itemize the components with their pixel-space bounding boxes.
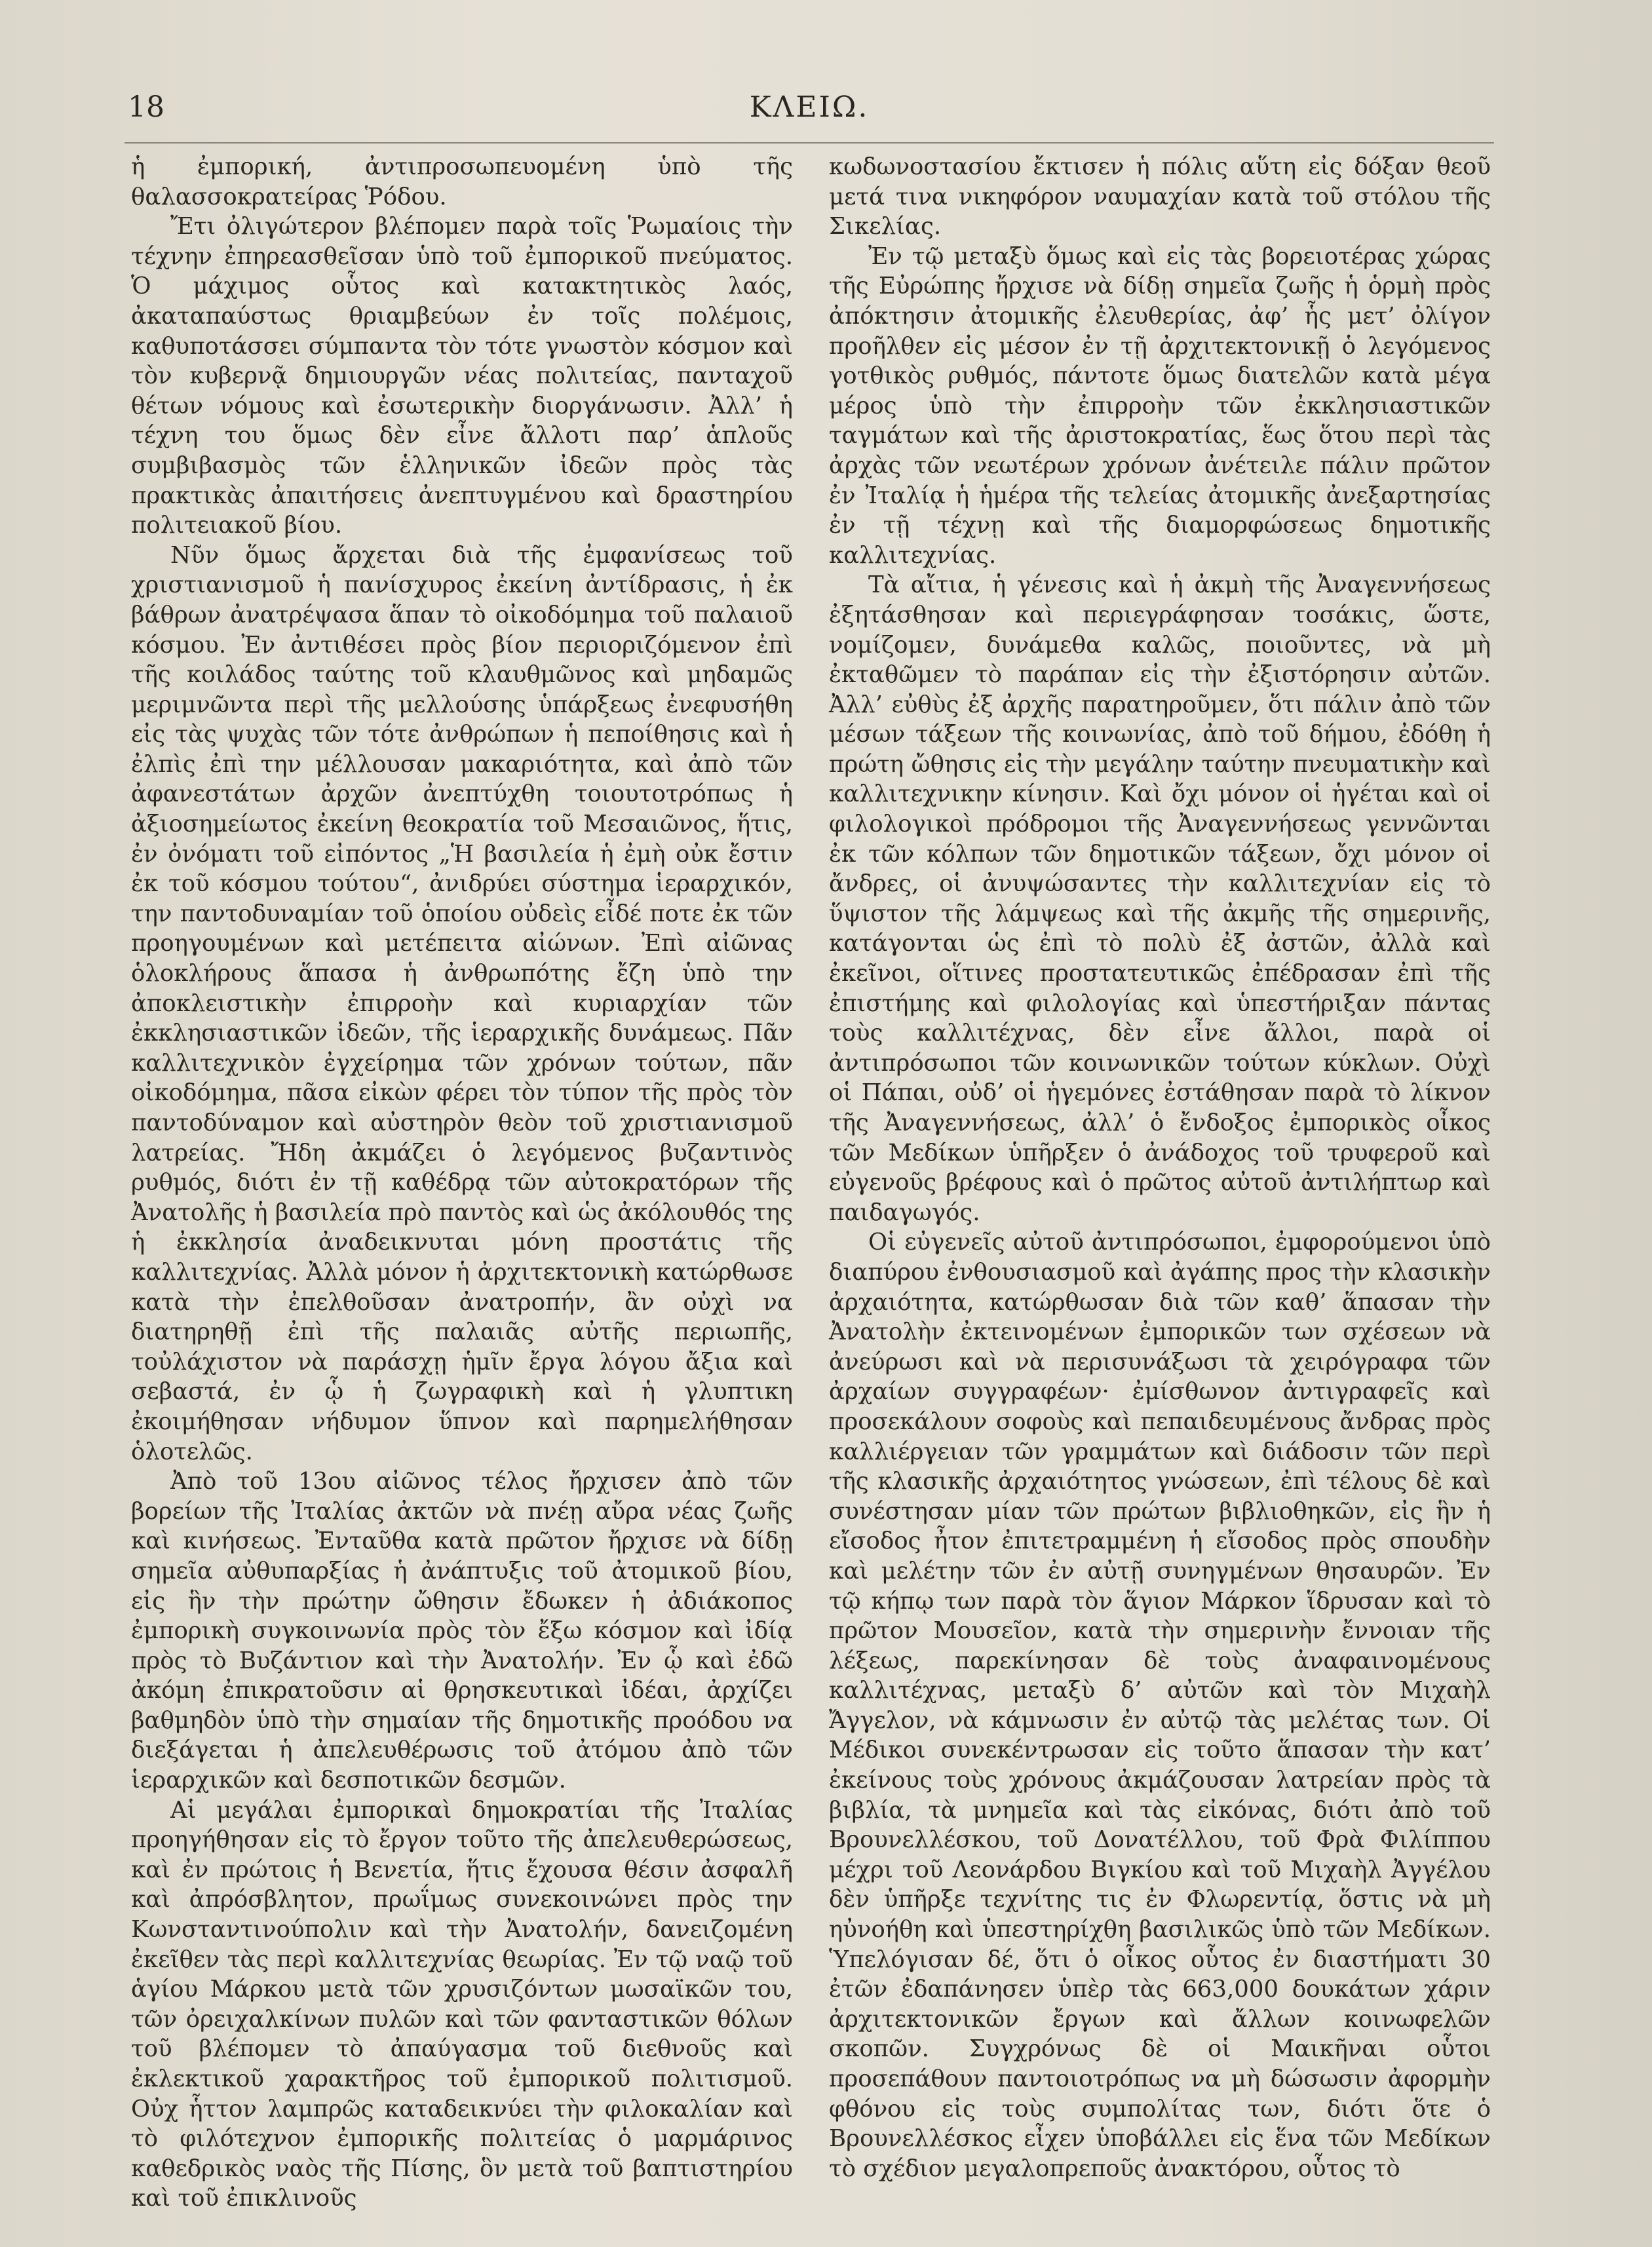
paragraph: ἡ ἐμπορική, ἀντιπροσωπευομένη ὑπὸ τῆς θαλασσοκρατείρας Ῥόδου. (131, 153, 793, 210)
paragraph: κωδωνοστασίου ἔκτισεν ἡ πόλις αὕτη εἰς δόξαν θεοῦ μετά τινα νικηφόρον ναυμαχίαν κατὰ τοῦ στόλου τῆς Σικελίας. (829, 153, 1491, 240)
paragraph: Ἐν τῷ μεταξὺ ὅμως καὶ εἰς τὰς βορειοτέρας χώρας τῆς Εὐρώπης ἤρχισε νὰ δίδῃ σημεῖα ζωῆς ἡ ὁρμὴ πρὸς ἀπόκτησιν ἀτομικῆς ἐλευθερίας, ἀφ’ ἧς μετ’ ὀλίγον προῆλθεν εἰς μέσον ἐν τῇ ἀρχιτεκτονικῇ ὁ λεγόμενος γοτθικὸς ρυθμός, πάντοτε ὅμως διατελῶν κατὰ μέγα μέρος ὑπὸ τὴν ἐπιρροὴν τῶν ἐκκλησιαστικῶν ταγμάτων καὶ τῆς ἀριστοκρατίας, ἕως ὅτου περὶ τὰς ἀρχὰς τῶν νεωτέρων χρόνων ἀνέτειλε πάλιν πρῶτον ἐν Ἰταλίᾳ ἡ ἡμέρα τῆς τελείας ἀτομικῆς ἀνεξαρτησίας ἐν τῇ τέχνῃ καὶ τῆς διαμορφώσεως δημοτικῆς καλλιτεχνίας. (829, 242, 1491, 569)
page-number: 18 (128, 90, 164, 124)
paragraph: Αἱ μεγάλαι ἐμπορικαὶ δημοκρατίαι τῆς Ἰταλίας προηγήθησαν εἰς τὸ ἔργον τοῦτο τῆς ἀπελευθερώσεως, καὶ ἐν πρώτοις ἡ Βενετία, ἥτις ἔχουσα θέσιν ἀσφαλῆ καὶ ἀπρόσβλητον, πρωΐμως συνεκοινώνει πρὸς την Κωνσταντινούπολιν καὶ τὴν Ἀνατολήν, δανειζομένη ἐκεῖθεν τὰς περὶ καλλιτεχνίας θεωρίας. Ἐν τῷ ναῷ τοῦ ἁγίου Μάρκου μετὰ τῶν χρυσιζόντων μωσαϊκῶν του, τῶν ὀρειχαλκίνων πυλῶν καὶ τῶν φανταστικῶν θόλων τοῦ βλέπομεν τὸ ἀπαύγασμα τοῦ διεθνοῦς καὶ ἐκλεκτικοῦ χαρακτῆρος τοῦ ἐμπορικοῦ πολιτισμοῦ. Οὐχ ἧττον λαμπρῶς καταδεικνύει τὴν φιλοκαλίαν καὶ τὸ φιλότεχνον ἐμπορικῆς πολιτείας ὁ μαρμάρινος καθεδρικὸς ναὸς τῆς Πίσης, ὃν μετὰ τοῦ βαπτιστηρίου καὶ τοῦ ἐπικλινοῦς (131, 1796, 793, 2212)
paragraph: Ἀπὸ τοῦ 13ου αἰῶνος τέλος ἤρχισεν ἀπὸ τῶν βορείων τῆς Ἰταλίας ἀκτῶν νὰ πνέῃ αὔρα νέας ζωῆς καὶ κινήσεως. Ἐνταῦθα κατὰ πρῶτον ἤρχισε νὰ δίδῃ σημεῖα αὐθυπαρξίας ἡ ἀνάπτυξις τοῦ ἀτομικοῦ βίου, εἰς ἣν τὴν πρώτην ὤθησιν ἔδωκεν ἡ ἀδιάκοπος ἐμπορικὴ συγκοινωνία πρὸς τὸν ἔξω κόσμον καὶ ἰδίᾳ πρὸς τὸ Βυζάντιον καὶ τὴν Ἀνατολήν. Ἐν ᾧ καὶ ἐδῶ ἀκόμη ἐπικρατοῦσιν αἱ θρησκευτικαὶ ἰδέαι, ἀρχίζει βαθμηδὸν ὑπὸ τὴν σημαίαν τῆς δημοτικῆς προόδου να διεξάγεται ἡ ἀπελευθέρωσις τοῦ ἀτόμου ἀπὸ τῶν ἱεραρχικῶν καὶ δεσποτικῶν δεσμῶν. (131, 1468, 793, 1794)
paragraph: Νῦν ὅμως ἄρχεται διὰ τῆς ἐμφανίσεως τοῦ χριστιανισμοῦ ἡ πανίσχυρος ἐκείνη ἀντίδρασις, ἡ ἐκ βάθρων ἀνατρέψασα ἅπαν τὸ οἰκοδόμημα τοῦ παλαιοῦ κόσμου. Ἐν ἀντιθέσει πρὸς βίον περιοριζόμενον ἐπὶ τῆς κοιλάδος ταύτης τοῦ κλαυθμῶνος καὶ μηδαμῶς μεριμνῶντα περὶ τῆς μελλούσης ὑπάρξεως ἐνεφυσήθη εἰς τὰς ψυχὰς τῶν τότε ἀνθρώπων ἡ πεποίθησις καὶ ἡ ἐλπὶς ἐπὶ την μέλλουσαν μακαριότητα, καὶ ἀπὸ τῶν ἀφανεστάτων ἀρχῶν ἀνεπτύχθη τοιουτοτρόπως ἡ ἀξιοσημείωτος ἐκείνη θεοκρατία τοῦ Μεσαιῶνος, ἥτις, ἐν ὀνόματι τοῦ εἰπόντος „Ἡ βασιλεία ἡ ἐμὴ οὐκ ἔστιν ἐκ τοῦ κόσμου τούτου“, ἀνιδρύει σύστημα ἱεραρχικόν, την παντοδυναμίαν τοῦ ὁποίου οὐδεὶς εἶδέ ποτε ἐκ τῶν προηγουμένων καὶ μετέπειτα αἰώνων. Ἐπὶ αἰῶνας ὁλοκλήρους ἅπασα ἡ ἀνθρωπότης ἔζη ὑπὸ την ἀποκλειστικὴν ἐπιρροὴν καὶ κυριαρχίαν τῶν ἐκκλησιαστικῶν ἰδεῶν, τῆς ἱεραρχικῆς δυνάμεως. Πᾶν καλλιτεχνικὸν ἐγχείρημα τῶν χρόνων τούτων, πᾶν οἰκοδόμημα, πᾶσα εἰκὼν φέρει τὸν τύπον τῆς πρὸς τὸν παντοδύναμον καὶ αὐστηρὸν θεὸν τοῦ χριστιανισμοῦ λατρείας. Ἤδη ἀκμάζει ὁ λεγόμενος βυζαντινὸς ρυθμός, διότι ἐν τῇ καθέδρᾳ τῶν αὐτοκρατόρων τῆς Ἀνατολῆς ἡ βασιλεία πρὸ παντὸς καὶ ὡς ἀκόλουθός της ἡ ἐκκλησία ἀναδεικνυται μόνη προστάτις τῆς καλλιτεχνίας. Ἀλλὰ μόνον ἡ ἀρχιτεκτονικὴ κατώρθωσε κατὰ τὴν ἐπελθοῦσαν ἀνατροπήν, ἂν οὐχὶ να διατηρηθῇ ἐπὶ τῆς παλαιᾶς αὐτῆς περιωπῆς, τοὐλάχιστον νὰ παράσχῃ ἡμῖν ἔργα λόγου ἄξια καὶ σεβαστά, ἐν ᾧ ἡ ζωγραφικὴ καὶ ἡ γλυπτικη ἐκοιμήθησαν νήδυμον ὕπνον καὶ παρημελήθησαν ὁλοτελῶς. (131, 541, 793, 1465)
right-column (829, 152, 1491, 2183)
paragraph: Οἱ εὐγενεῖς αὐτοῦ ἀντιπρόσωποι, ἐμφορούμενοι ὑπὸ διαπύρου ἐνθουσιασμοῦ καὶ ἀγάπης προς τὴν κλασικὴν ἀρχαιότητα, κατώρθωσαν διὰ τῶν καθ’ ἅπασαν τὴν Ἀνατολὴν ἐκτεινομένων ἐμπορικῶν των σχέσεων νὰ ἀνεύρωσι καὶ νὰ περισυνάξωσι τὰ χειρόγραφα τῶν ἀρχαίων συγγραφέων· ἐμίσθωνον ἀντιγραφεῖς καὶ προσεκάλουν σοφοὺς καὶ πεπαιδευμένους ἄνδρας πρὸς καλλιέργειαν τῶν γραμμάτων καὶ διάδοσιν τῶν περὶ τῆς κλασικῆς ἀρχαιότητος γνώσεων, ἐπὶ τέλους δὲ καὶ συνέστησαν μίαν τῶν πρώτων βιβλιοθηκῶν, εἰς ἣν ἡ εἴσοδος ἦτον ἐπιτετραμμένη ἡ εἴσοδος πρὸς σπουδὴν καὶ μελέτην τῶν ἐν αὐτῇ συνηγμένων θησαυρῶν. Ἐν τῷ κήπῳ των παρὰ τὸν ἅγιον Μάρκον ἵδρυσαν καὶ τὸ πρῶτον Μουσεῖον, κατὰ τὴν σημερινὴν ἔννοιαν τῆς λέξεως, παρεκίνησαν δὲ τοὺς ἀναφαινομένους καλλιτέχνας, μεταξὺ δ’ αὐτῶν καὶ τὸν Μιχαὴλ Ἄγγελον, νὰ κάμνωσιν ἐν αὐτῷ τὰς μελέτας των. Οἱ Μέδικοι συνεκέντρωσαν εἰς τοῦτο ἅπασαν τὴν κατ’ ἐκείνους τοὺς χρόνους ἀκμάζουσαν λατρείαν πρὸς τὰ βιβλία, τὰ μνημεῖα καὶ τὰς εἰκόνας, διότι ἀπὸ τοῦ Βρουνελλέσκου, τοῦ Δονατέλλου, τοῦ Φρὰ Φιλίππου μέχρι τοῦ Λεονάρδου Βιγκίου καὶ τοῦ Μιχαὴλ Ἀγγέλου δὲν ὑπῆρξε τεχνίτης τις ἐν Φλωρεντίᾳ, ὅστις νὰ μὴ ηὐνοήθη καὶ ὑπεστηρίχθη βασιλικῶς ὑπὸ τῶν Μεδίκων. Ὑπελόγισαν δέ, ὅτι ὁ οἶκος οὗτος ἐν διαστήματι 30 ἐτῶν ἐδαπάνησεν ὑπὲρ τὰς 663,000 δουκάτων χάριν ἀρχιτεκτονικῶν ἔργων καὶ ἄλλων κοινωφελῶν σκοπῶν. Συγχρόνως δὲ οἱ Μαικῆναι οὗτοι προσεπάθουν παντοιοτρόπως να μὴ δώσωσιν ἀφορμὴν φθόνου εἰς τοὺς συμπολίτας των, διότι ὅτε ὁ Βρουνελλέσκος εἶχεν ὑποβάλλει εἰς ἕνα τῶν Μεδίκων τὸ σχέδιον μεγαλοπρεποῦς ἀνακτόρου, οὗτος τὸ (829, 1229, 1491, 2182)
running-title: ΚΛΕΙΩ. (749, 90, 870, 124)
paragraph: Τὰ αἴτια, ἡ γένεσις καὶ ἡ ἀκμὴ τῆς Ἀναγεννήσεως ἐξητάσθησαν καὶ περιεγράφησαν τοσάκις, ὥστε, νομίζομεν, δυνάμεθα καλῶς, ποιοῦντες, νὰ μὴ ἐκταθῶμεν τὸ παράπαν εἰς τὴν ἐξιστόρησιν αὐτῶν. Ἀλλ’ εὐθὺς ἐξ ἀρχῆς παρατηροῦμεν, ὅτι πάλιν ἀπὸ τῶν μέσων τάξεων τῆς κοινωνίας, ἀπὸ τοῦ δήμου, ἐδόθη ἡ πρώτη ὤθησις εἰς τὴν μεγάλην ταύτην πνευματικὴν καὶ καλλιτεχνικην κίνησιν. Καὶ ὄχι μόνον οἱ ἡγέται καὶ οἱ φιλολογικοὶ πρόδρομοι τῆς Ἀναγεννήσεως γεννῶνται ἐκ τῶν κόλπων τῶν δημοτικῶν τάξεων, ὄχι μόνον οἱ ἄνδρες, οἱ ἀνυψώσαντες τὴν καλλιτεχνίαν εἰς τὸ ὕψιστον τῆς λάμψεως καὶ τῆς ἀκμῆς τῆς σημερινῆς, κατάγονται ὡς ἐπὶ τὸ πολὺ ἐξ ἀστῶν, ἀλλὰ καὶ ἐκεῖνοι, οἵτινες προστατευτικῶς ἐπέδρασαν ἐπὶ τῆς ἐπιστήμης καὶ φιλολογίας καὶ ὑπεστήριξαν πάντας τοὺς καλλιτέχνας, δὲν εἶνε ἄλλοι, παρὰ οἱ ἀντιπρόσωποι τῶν κοινωνικῶν τούτων κύκλων. Οὐχὶ οἱ Πάπαι, οὐδ’ οἱ ἡγεμόνες ἐστάθησαν παρὰ τὸ λίκνον τῆς Ἀναγεννήσεως, ἀλλ’ ὁ ἔνδοξος ἐμπορικὸς οἶκος τῶν Μεδίκων ὑπῆρξεν ὁ ἀνάδοχος τοῦ τρυφεροῦ καὶ εὐγενοῦς βρέφους καὶ ὁ πρῶτος αὐτοῦ ἀντιλήπτωρ καὶ παιδαγωγός. (829, 571, 1491, 1226)
header-rule (125, 142, 1494, 144)
paragraph: Ἔτι ὀλιγώτερον βλέπομεν παρὰ τοῖς Ῥωμαίοις τὴν τέχνην ἐπηρεασθεῖσαν ὑπὸ τοῦ ἐμπορικοῦ πνεύματος. Ὁ μάχιμος οὗτος καὶ κατακτητικὸς λαός, ἀκαταπαύστως θριαμβεύων ἐν τοῖς πολέμοις, καθυποτάσσει σύμπαντα τὸν τότε γνωστὸν κόσμον καὶ τὸν κυβερνᾷ δημιουργῶν νέας πολιτείας, πανταχοῦ θέτων νόμους καὶ ἐσωτερικὴν διοργάνωσιν. Ἀλλ’ ἡ τέχνη του ὅμως δὲν εἶνε ἄλλοτι παρ’ ἁπλοῦς συμβιβασμὸς τῶν ἑλληνικῶν ἰδεῶν πρὸς τὰς πρακτικὰς ἀπαιτήσεις ἀνεπτυγμένου καὶ δραστηρίου πολιτειακοῦ βίου. (131, 213, 793, 539)
left-column (131, 152, 793, 2214)
page-header (128, 84, 1491, 143)
